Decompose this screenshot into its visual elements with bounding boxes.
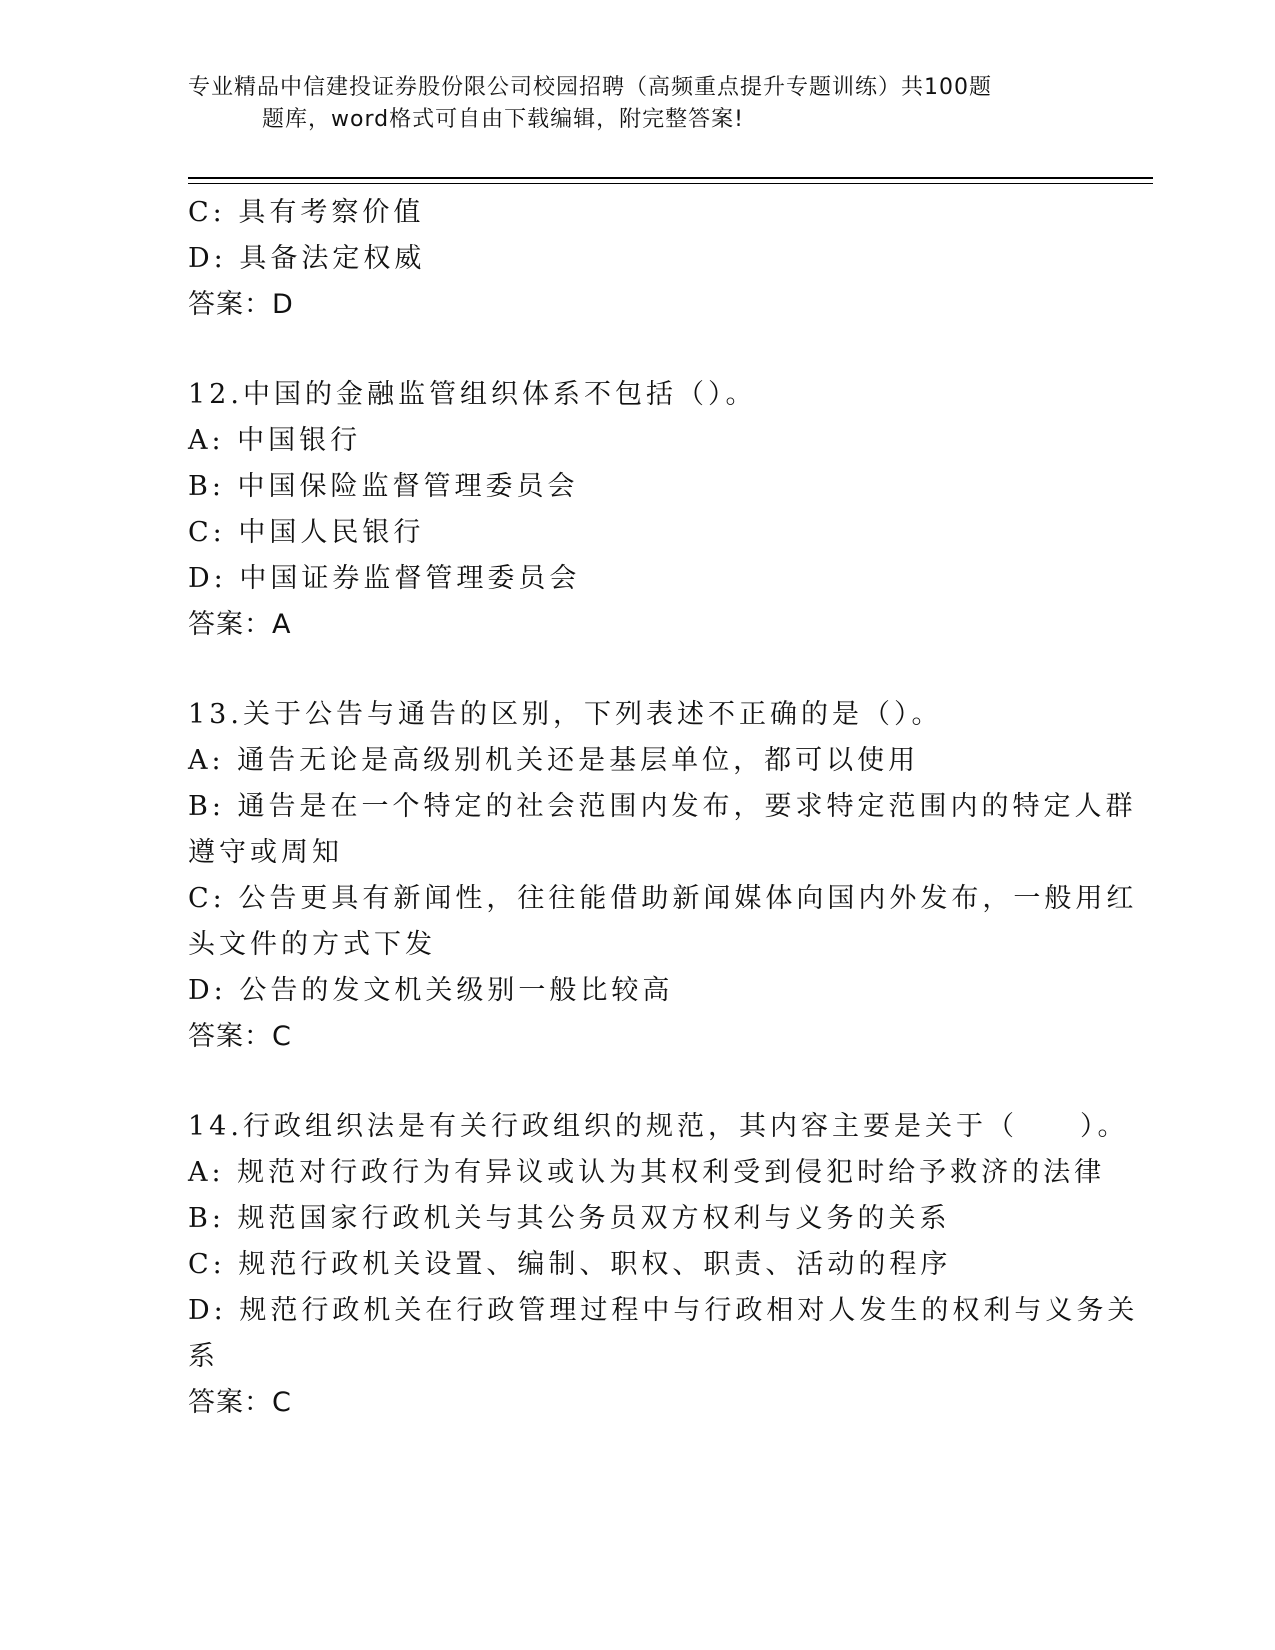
option-c: C: 中国人民银行	[188, 517, 425, 548]
question-block-14	[188, 1104, 1139, 1426]
option-b-line1: B: 通告是在一个特定的社会范围内发布，要求特定范围内的特定人群	[188, 791, 1137, 822]
question-block-12	[188, 372, 1088, 648]
question-list	[188, 190, 1139, 1426]
answer-line: 答案：C	[188, 1021, 292, 1052]
spacer	[188, 648, 1088, 692]
question-text: 14.行政组织法是有关行政组织的规范，其内容主要是关于（ ）。	[188, 1111, 1129, 1142]
header-divider-thick	[188, 177, 1153, 179]
option-b-line2: 遵守或周知	[188, 837, 343, 868]
option-a: A: 中国银行	[188, 425, 362, 456]
question-text: 12.中国的金融监管组织体系不包括（）。	[188, 379, 757, 410]
option-c-line2: 头文件的方式下发	[188, 929, 436, 960]
option-b: B: 中国保险监督管理委员会	[188, 471, 579, 502]
option-c-line1: C: 公告更具有新闻性，往往能借助新闻媒体向国内外发布，一般用红	[188, 883, 1138, 914]
answer-line: 答案：D	[188, 289, 294, 320]
question-block-11	[188, 190, 1088, 328]
option-a: A: 规范对行政行为有异议或认为其权利受到侵犯时给予救济的法律	[188, 1157, 1106, 1188]
option-d: D: 具备法定权威	[188, 243, 426, 274]
question-block-13	[188, 692, 1138, 1060]
option-d-line2: 系	[188, 1341, 219, 1372]
answer-line: 答案：A	[188, 609, 292, 640]
header-divider-thin	[188, 183, 1153, 184]
option-d: D: 中国证券监督管理委员会	[188, 563, 581, 594]
answer-line: 答案：C	[188, 1387, 292, 1418]
option-b: B: 规范国家行政机关与其公务员双方权利与义务的关系	[188, 1203, 951, 1234]
spacer	[188, 328, 1088, 372]
header-title-line1: 专业精品中信建投证券股份限公司校园招聘（高频重点提升专题训练）共100题	[188, 75, 992, 100]
option-c: C: 规范行政机关设置、编制、职权、职责、活动的程序	[188, 1249, 952, 1280]
option-d: D: 公告的发文机关级别一般比较高	[188, 975, 674, 1006]
option-d-line1: D: 规范行政机关在行政管理过程中与行政相对人发生的权利与义务关	[188, 1295, 1139, 1326]
option-a: A: 通告无论是高级别机关还是基层单位，都可以使用	[188, 745, 920, 776]
header-title-line2: 题库，word格式可自由下载编辑，附完整答案!	[262, 107, 744, 132]
spacer	[188, 1060, 1088, 1104]
question-text: 13.关于公告与通告的区别，下列表述不正确的是（）。	[188, 699, 943, 730]
document-header	[188, 72, 1068, 136]
option-c: C: 具有考察价值	[188, 197, 425, 228]
